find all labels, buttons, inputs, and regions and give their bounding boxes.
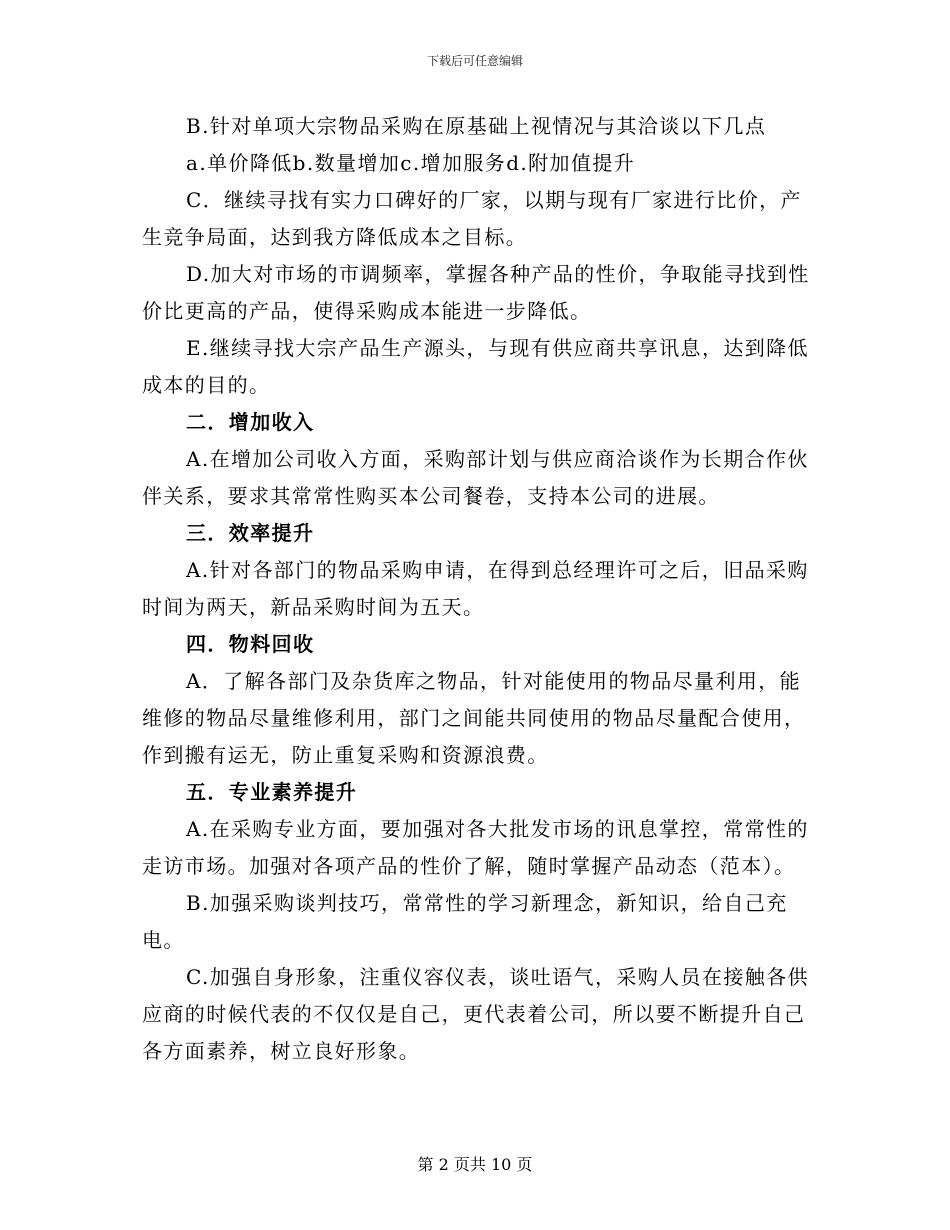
section-heading-efficiency: 三．效率提升 <box>186 521 315 545</box>
paragraph-income-a: A.在增加公司收入方面，采购部计划与供应商洽谈作为长期合作伙伴关系，要求其常常性购买本公司餐卷，支持本公司的进展。 <box>142 447 809 508</box>
section-heading-increase-income: 二．增加收入 <box>186 410 315 434</box>
document-body <box>142 108 810 1070</box>
paragraph-professional-c: C.加强自身形象，注重仪容仪表，谈吐语气，采购人员在接触各供应商的时候代表的不仅仅是自己，更代表着公司，所以要不断提升自己各方面素养，树立良好形象。 <box>142 965 809 1063</box>
paragraph-b-bulk-purchase: B.针对单项大宗物品采购在原基础上视情况与其洽谈以下几点 <box>186 114 767 138</box>
paragraph-e-source: E.继续寻找大宗产品生产源头，与现有供应商共享讯息，达到降低成本的目的。 <box>142 336 809 397</box>
paragraph-professional-b: B.加强采购谈判技巧，常常性的学习新理念，新知识，给自己充电。 <box>142 891 788 952</box>
section-heading-material-recycling: 四．物料回收 <box>186 632 315 656</box>
paragraph-professional-a: A.在采购专业方面，要加强对各大批发市场的讯息掌控，常常性的走访市场。加强对各项产品的性价了解，随时掌握产品动态（范本）。 <box>142 817 809 878</box>
paragraph-negotiation-points: a.单价降低b.数量增加c.增加服务d.附加值提升 <box>186 151 636 175</box>
section-heading-professional-quality: 五．专业素养提升 <box>186 780 358 804</box>
paragraph-efficiency-a: A.针对各部门的物品采购申请，在得到总经理许可之后，旧品采购时间为两天，新品采购时间为五天。 <box>142 558 809 619</box>
paragraph-recycling-a: A．了解各部门及杂货库之物品，针对能使用的物品尽量利用，能维修的物品尽量维修利用，部门之间能共同使用的物品尽量配合使用，作到搬有运无，防止重复采购和资源浪费。 <box>142 669 806 767</box>
page-header-note: 下载后可任意编辑 <box>426 54 523 68</box>
page-footer: 第 2 页共 10 页 <box>417 1155 533 1174</box>
paragraph-d-market-survey: D.加大对市场的市调频率，掌握各种产品的性价，争取能寻找到性价比更高的产品，使得采购成本能进一步降低。 <box>142 262 810 323</box>
paragraph-c-find-suppliers: C．继续寻找有实力口碑好的厂家，以期与现有厂家进行比价，产生竞争局面，达到我方降低成本之目标。 <box>142 188 802 249</box>
